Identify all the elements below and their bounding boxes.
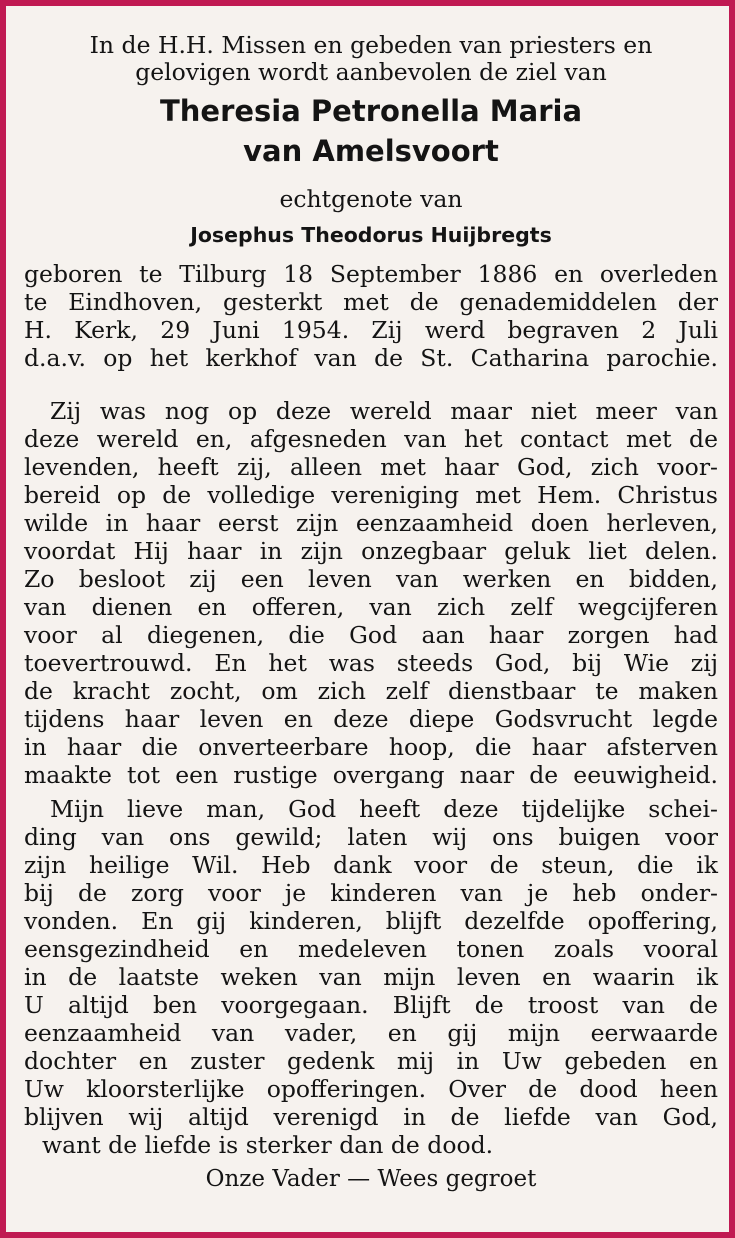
paragraph1-line: Zo besloot zij een leven van werken en bidden, (24, 565, 718, 593)
paragraph2-line: dochter en zuster gedenk mij in Uw gebeden en (24, 1047, 718, 1075)
deceased-name-line-2: van Amelsvoort (243, 134, 499, 168)
paragraph2-line: U altijd ben voorgegaan. Blijft de troost van de (24, 991, 718, 1019)
paragraph2-line: blijven wij altijd verenigd in de liefde van God, (24, 1103, 718, 1131)
paragraph2-line: Mijn lieve man, God heeft deze tijdelijke schei- (50, 795, 718, 823)
paragraph1-line: in haar die onverteerbare hoop, die haar afsterven (24, 733, 718, 761)
paragraph2-line: ding van ons gewild; laten wij ons buigen voor (24, 823, 718, 851)
paragraph1-line: levenden, heeft zij, alleen met haar God, zich voor- (24, 453, 718, 481)
paragraph2-line: want de liefde is sterker dan de dood. (42, 1131, 494, 1159)
paragraph1-line: de kracht zocht, om zich zelf dienstbaar te maken (24, 677, 718, 705)
paragraph1-line: Zij was nog op deze wereld maar niet meer van (50, 397, 718, 425)
spouse-label: echtgenote van (279, 185, 463, 213)
paragraph1-line: deze wereld en, afgesneden van het contact met de (24, 425, 718, 453)
paragraph2-line: vonden. En gij kinderen, blijft dezelfde opoffering, (24, 907, 718, 935)
paragraph1-line: voordat Hij haar in zijn onzegbaar geluk liet delen. (24, 537, 718, 565)
paragraph2-line: bij de zorg voor je kinderen van je heb onder- (24, 879, 718, 907)
details-line: H. Kerk, 29 Juni 1954. Zij werd begraven 2 Juli (24, 316, 718, 344)
paragraph2-line: Uw kloorsterlijke opofferingen. Over de dood heen (24, 1075, 718, 1103)
header-line-2: gelovigen wordt aanbevolen de ziel van (135, 58, 607, 86)
spouse-name: Josephus Theodorus Huijbregts (190, 223, 552, 247)
paragraph1-line: maakte tot een rustige overgang naar de eeuwigheid. (24, 761, 718, 789)
paragraph1-line: tijdens haar leven en deze diepe Godsvrucht legde (24, 705, 718, 733)
prayer-card (6, 6, 729, 1232)
paragraph2-line: zijn heilige Wil. Heb dank voor de steun, die ik (24, 851, 718, 879)
deceased-name-line-1: Theresia Petronella Maria (159, 94, 583, 128)
paragraph2-line: eenzaamheid van vader, en gij mijn eerwaarde (24, 1019, 718, 1047)
paragraph1-line: wilde in haar eerst zijn eenzaamheid doen herleven, (24, 509, 718, 537)
paragraph2-line: in de laatste weken van mijn leven en waarin ik (24, 963, 718, 991)
paragraph1-line: bereid op de volledige vereniging met Hem. Christus (24, 481, 718, 509)
details-line: geboren te Tilburg 18 September 1886 en overleden (24, 260, 718, 288)
paragraph2-line: eensgezindheid en medeleven tonen zoals vooral (24, 935, 718, 963)
details-line: te Eindhoven, gesterkt met de genademiddelen der (24, 288, 718, 316)
details-line: d.a.v. op het kerkhof van de St. Catharina parochie. (24, 344, 718, 372)
paragraph1-line: van dienen en offeren, van zich zelf wegcijferen (24, 593, 718, 621)
paragraph1-line: voor al diegenen, die God aan haar zorgen had (24, 621, 718, 649)
closing-prayers: Onze Vader — Wees gegroet (205, 1166, 537, 1192)
header-line-1: In de H.H. Missen en gebeden van priesters en (89, 31, 653, 59)
paragraph1-line: toevertrouwd. En het was steeds God, bij Wie zij (24, 649, 718, 677)
